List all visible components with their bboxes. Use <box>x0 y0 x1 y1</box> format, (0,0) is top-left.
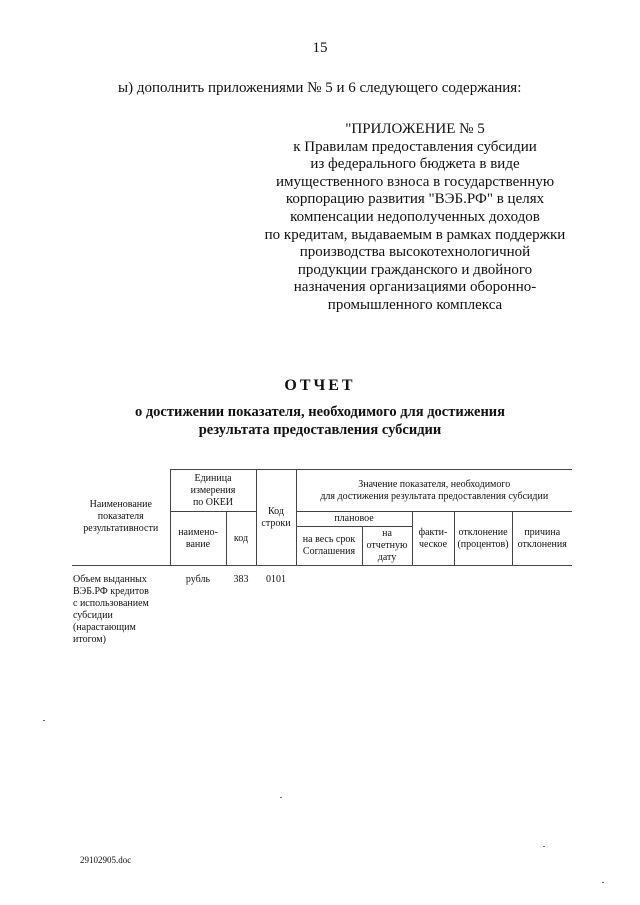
row-planned-total <box>296 566 362 647</box>
header-text: результативности <box>83 523 159 535</box>
header-okei-unit <box>170 470 256 512</box>
header-deviation-reason <box>512 512 572 566</box>
scan-speck <box>543 846 545 847</box>
cell-text: с использованием <box>73 598 149 609</box>
cell-text: Объем выданных <box>73 574 147 585</box>
appendix-line: корпорацию развития "ВЭБ.РФ" в целях <box>285 191 545 208</box>
row-deviation-percent <box>454 566 512 647</box>
header-okei-name <box>170 512 226 566</box>
row-indicator-name <box>72 566 170 647</box>
header-deviation-percent <box>454 512 512 566</box>
report-title: ОТЧЕТ <box>284 377 356 394</box>
header-text: по ОКЕИ <box>192 496 234 508</box>
appendix-line: имущественного взноса в государственную <box>275 173 555 190</box>
cell-text: итогом) <box>73 634 106 645</box>
header-text: на <box>382 528 392 539</box>
appendix-line: назначения организациями оборонно- <box>293 279 537 296</box>
appendix-header <box>255 121 575 315</box>
row-unit-name: рубль <box>185 574 211 585</box>
header-planned-total <box>296 527 362 566</box>
appendix-line: продукции гражданского и двойного <box>297 261 533 278</box>
header-text: для достижения результата предоставления субсидии <box>320 490 549 502</box>
header-text: факти- <box>418 526 448 538</box>
report-subtitle-line: результата предоставления субсидии <box>198 422 442 438</box>
header-text: вание <box>185 538 211 550</box>
header-text: отклонения <box>517 538 567 550</box>
intro-line: ы) дополнить приложениями № 5 и 6 следующего содержания: <box>118 80 522 96</box>
scan-speck <box>280 797 282 798</box>
appendix-line: компенсации недополученных доходов <box>290 208 540 225</box>
header-indicator-value <box>296 470 572 512</box>
appendix-line: "ПРИЛОЖЕНИЕ № 5 <box>345 121 485 137</box>
row-unit-code: 383 <box>233 574 249 585</box>
cell-text: ВЭБ.РФ кредитов <box>73 586 149 597</box>
header-text: Единица <box>194 472 232 484</box>
scan-speck <box>602 882 604 883</box>
header-text: строки <box>261 517 291 529</box>
report-subtitle-line: о достижении показателя, необходимого для достижения <box>134 404 506 420</box>
header-planned: плановое <box>296 512 412 527</box>
row-code: 0101 <box>266 574 286 585</box>
header-text: (процентов) <box>457 538 509 550</box>
header-text: отчетную <box>366 540 408 551</box>
appendix-line: по кредитам, выдаваемым в рамках поддержки <box>264 226 566 243</box>
header-indicator-name <box>72 470 170 566</box>
report-subtitle <box>100 403 540 439</box>
footer-document-code: 29102905.doc <box>80 855 132 865</box>
row-planned-reporting <box>362 566 412 647</box>
scan-speck <box>43 720 45 721</box>
header-text: Соглашения <box>302 546 356 557</box>
header-text: измерения <box>190 484 236 496</box>
report-table <box>72 469 572 646</box>
header-text: Код <box>268 505 284 517</box>
row-deviation-reason <box>512 566 572 647</box>
cell-text: (нарастающим <box>73 622 136 633</box>
header-text: наимено- <box>178 526 218 538</box>
header-planned-reporting <box>362 527 412 566</box>
header-text: отклонение <box>458 526 508 538</box>
cell-text: субсидии <box>73 610 113 621</box>
header-row-code <box>256 470 296 566</box>
appendix-line: к Правилам предоставления субсидии <box>293 138 537 155</box>
row-actual <box>412 566 454 647</box>
header-actual <box>412 512 454 566</box>
header-text: Наименование <box>89 499 152 511</box>
table-row <box>72 566 572 647</box>
page-number: 15 <box>312 40 328 56</box>
header-text: показателя <box>97 511 144 523</box>
appendix-line: производства высокотехнологичной <box>299 244 531 261</box>
header-text: причина <box>524 526 561 538</box>
appendix-line: из федерального бюджета в виде <box>310 156 520 173</box>
header-text: на весь срок <box>302 534 356 545</box>
header-text: дату <box>377 552 397 563</box>
header-text: Значение показателя, необходимого <box>358 478 511 490</box>
header-text: ческое <box>418 538 448 550</box>
appendix-line: промышленного комплекса <box>327 296 503 313</box>
header-okei-code: код <box>226 512 256 566</box>
